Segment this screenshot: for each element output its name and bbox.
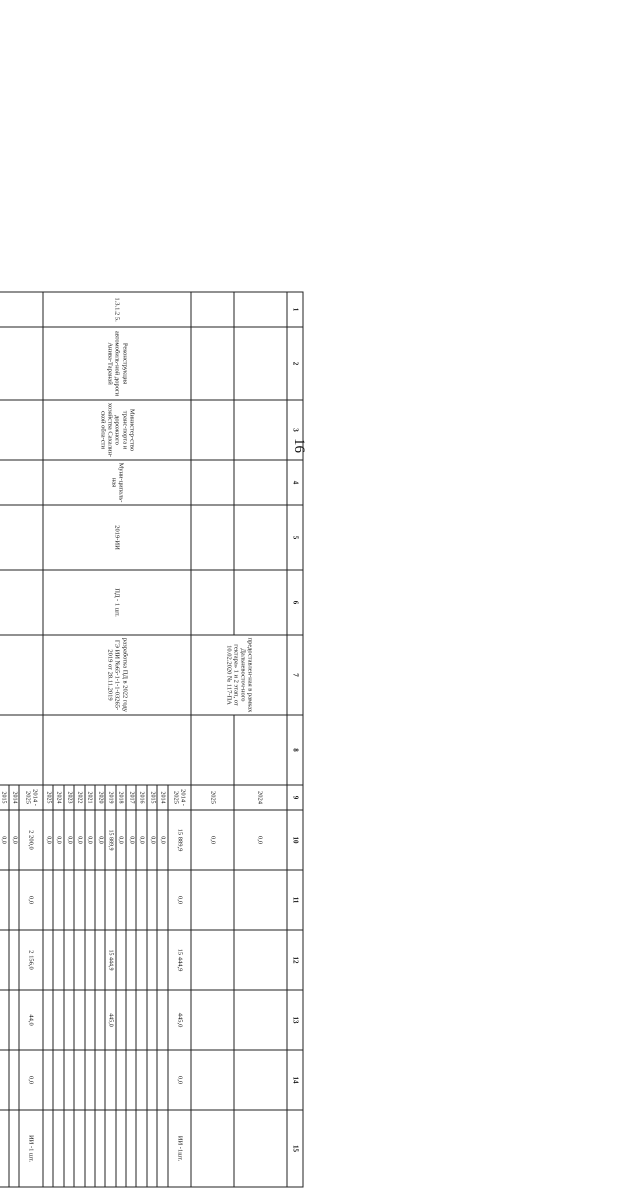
year-cell: 2024 xyxy=(53,785,63,810)
empty-cell xyxy=(53,1110,63,1187)
empty-cell xyxy=(64,990,74,1050)
empty-cell xyxy=(234,990,287,1050)
total-value-cell: 44,0 xyxy=(19,990,43,1050)
empty-cell xyxy=(43,1050,53,1110)
amount-cell: 0,0 xyxy=(234,810,287,870)
empty-cell xyxy=(157,870,167,930)
amount-cell: 0,0 xyxy=(85,810,95,870)
empty-cell xyxy=(126,930,136,990)
column-number-header: 12 xyxy=(287,930,303,990)
period-cell: 2014 - 2025 xyxy=(168,785,192,810)
year-cell: 2020 xyxy=(95,785,105,810)
empty-cell xyxy=(0,1050,9,1110)
empty-cell xyxy=(43,990,53,1050)
amount-cell: 15 889,9 xyxy=(105,810,115,870)
empty-cell xyxy=(0,715,43,785)
empty-cell xyxy=(0,990,9,1050)
empty-cell xyxy=(0,930,9,990)
value-cell: 445,0 xyxy=(105,990,115,1050)
empty-cell xyxy=(0,1110,9,1187)
total-value-cell: 2 200,0 xyxy=(19,810,43,870)
empty-cell xyxy=(85,1110,95,1187)
empty-cell xyxy=(126,1050,136,1110)
empty-cell xyxy=(126,990,136,1050)
column-number-header: 8 xyxy=(287,715,303,785)
empty-cell xyxy=(234,570,287,635)
empty-cell xyxy=(43,1110,53,1187)
empty-cell xyxy=(126,1110,136,1187)
empty-cell xyxy=(9,1110,19,1187)
empty-cell xyxy=(147,990,157,1050)
year-cell: 2022 xyxy=(74,785,84,810)
empty-cell xyxy=(147,1050,157,1110)
empty-cell xyxy=(53,1050,63,1110)
empty-cell xyxy=(116,990,126,1050)
amount-cell: 0,0 xyxy=(191,810,233,870)
table-container xyxy=(0,292,304,1163)
table-row xyxy=(191,292,233,1187)
empty-cell xyxy=(64,1110,74,1187)
project-customer xyxy=(0,400,43,460)
amount-cell: 0,0 xyxy=(74,810,84,870)
empty-cell xyxy=(105,1110,115,1187)
amount-cell: 0,0 xyxy=(53,810,63,870)
table-row xyxy=(168,292,192,1187)
empty-cell xyxy=(191,292,233,327)
year-cell: 2024 xyxy=(234,785,287,810)
project-period xyxy=(0,505,43,570)
year-cell: 2025 xyxy=(43,785,53,810)
empty-cell xyxy=(136,1110,146,1187)
column-number-header: 14 xyxy=(287,1050,303,1110)
empty-cell xyxy=(95,1050,105,1110)
table-row xyxy=(19,292,43,1187)
year-cell: 2023 xyxy=(64,785,74,810)
empty-cell xyxy=(64,870,74,930)
total-value-cell: 0,0 xyxy=(19,870,43,930)
amount-cell: 0,0 xyxy=(43,810,53,870)
total-value-cell: 0,0 xyxy=(168,1050,192,1110)
total-value-cell: 15 444,9 xyxy=(168,930,192,990)
empty-cell xyxy=(9,1050,19,1110)
total-value-cell: ИИ -1 шт. xyxy=(19,1110,43,1187)
empty-cell xyxy=(74,930,84,990)
year-cell: 2017 xyxy=(126,785,136,810)
empty-cell xyxy=(234,930,287,990)
column-number-header: 4 xyxy=(287,460,303,505)
empty-cell xyxy=(74,1110,84,1187)
empty-cell xyxy=(105,1050,115,1110)
column-number-header: 13 xyxy=(287,990,303,1050)
total-value-cell: ИИ -1шт. xyxy=(168,1110,192,1187)
investment-table xyxy=(0,292,304,1188)
empty-cell xyxy=(9,870,19,930)
project-capacity: ПД - 1 шт. xyxy=(43,570,191,635)
empty-cell xyxy=(74,990,84,1050)
empty-cell xyxy=(157,990,167,1050)
column-number-header: 7 xyxy=(287,635,303,715)
empty-cell xyxy=(43,930,53,990)
empty-cell xyxy=(234,292,287,327)
empty-cell xyxy=(147,930,157,990)
empty-cell xyxy=(234,715,287,785)
empty-cell xyxy=(191,1050,233,1110)
total-value-cell: 15 889,9 xyxy=(168,810,192,870)
year-cell: 2014 xyxy=(157,785,167,810)
empty-cell xyxy=(234,1110,287,1187)
empty-cell xyxy=(74,870,84,930)
empty-cell xyxy=(43,870,53,930)
column-number-header: 10 xyxy=(287,810,303,870)
total-value-cell: 2 156,0 xyxy=(19,930,43,990)
empty-cell xyxy=(9,930,19,990)
empty-cell xyxy=(85,990,95,1050)
amount-cell: 0,0 xyxy=(157,810,167,870)
column-number-header: 5 xyxy=(287,505,303,570)
amount-cell: 0,0 xyxy=(126,810,136,870)
project-status: разработка ПД в 2022 году ГЭ ИИ №65-1-1-1-03265-2019 от 28.11.2019 xyxy=(43,635,191,715)
empty-cell xyxy=(95,990,105,1050)
column-number-row xyxy=(287,292,303,1187)
empty-cell xyxy=(157,930,167,990)
empty-cell xyxy=(95,930,105,990)
empty-cell xyxy=(105,870,115,930)
empty-cell xyxy=(234,460,287,505)
project-number xyxy=(0,292,43,327)
empty-cell xyxy=(116,1110,126,1187)
empty-cell xyxy=(74,1050,84,1110)
empty-cell xyxy=(95,870,105,930)
value-cell: 15 444,9 xyxy=(105,930,115,990)
project-number: 1.3.1.2 5. xyxy=(43,292,191,327)
column-number-header: 2 xyxy=(287,327,303,400)
continuation-status: предоставлен-ная в рамках Дальневосточ-ного гектара» 1 и 2 этап, от 10.02.2020 № 117-ПА xyxy=(191,635,287,715)
empty-cell xyxy=(116,1050,126,1110)
project-capacity xyxy=(0,570,43,635)
amount-cell: 0,0 xyxy=(64,810,74,870)
year-cell: 2021 xyxy=(85,785,95,810)
empty-cell xyxy=(85,1050,95,1110)
empty-cell xyxy=(136,930,146,990)
table-row xyxy=(234,292,287,1187)
empty-cell xyxy=(157,1110,167,1187)
empty-cell xyxy=(234,1050,287,1110)
empty-cell xyxy=(85,870,95,930)
column-number-header: 11 xyxy=(287,870,303,930)
column-number-header: 1 xyxy=(287,292,303,327)
empty-cell xyxy=(191,715,233,785)
empty-cell xyxy=(191,930,233,990)
empty-cell xyxy=(136,990,146,1050)
empty-cell xyxy=(0,870,9,930)
project-ownership: Муни-ципаль-ная xyxy=(43,460,191,505)
empty-cell xyxy=(147,1110,157,1187)
year-cell: 2015 xyxy=(0,785,9,810)
amount-cell: 0,0 xyxy=(0,810,9,870)
empty-cell xyxy=(191,570,233,635)
empty-cell xyxy=(126,870,136,930)
year-cell: 2016 xyxy=(136,785,146,810)
total-value-cell: 0,0 xyxy=(168,870,192,930)
year-cell: 2015 xyxy=(147,785,157,810)
amount-cell: 0,0 xyxy=(147,810,157,870)
amount-cell: 0,0 xyxy=(95,810,105,870)
empty-cell xyxy=(43,715,191,785)
project-name xyxy=(0,327,43,400)
empty-cell xyxy=(191,870,233,930)
total-value-cell: 445,0 xyxy=(168,990,192,1050)
empty-cell xyxy=(53,990,63,1050)
empty-cell xyxy=(136,870,146,930)
column-number-header: 9 xyxy=(287,785,303,810)
empty-cell xyxy=(136,1050,146,1110)
year-cell: 2025 xyxy=(191,785,233,810)
empty-cell xyxy=(64,930,74,990)
empty-cell xyxy=(191,990,233,1050)
empty-cell xyxy=(234,327,287,400)
project-ownership xyxy=(0,460,43,505)
amount-cell: 0,0 xyxy=(136,810,146,870)
year-cell: 2018 xyxy=(116,785,126,810)
year-cell: 2014 xyxy=(9,785,19,810)
period-cell: 2014 - 2025 xyxy=(19,785,43,810)
empty-cell xyxy=(191,327,233,400)
empty-cell xyxy=(191,400,233,460)
amount-cell: 0,0 xyxy=(116,810,126,870)
empty-cell xyxy=(9,990,19,1050)
column-number-header: 6 xyxy=(287,570,303,635)
empty-cell xyxy=(64,1050,74,1110)
empty-cell xyxy=(191,460,233,505)
empty-cell xyxy=(116,870,126,930)
year-cell: 2019 xyxy=(105,785,115,810)
empty-cell xyxy=(147,870,157,930)
empty-cell xyxy=(95,1110,105,1187)
empty-cell xyxy=(234,400,287,460)
project-name: Реконструкция автомобиль-ной дороги Анива-Таранай xyxy=(43,327,191,400)
empty-cell xyxy=(191,505,233,570)
amount-cell: 0,0 xyxy=(9,810,19,870)
total-value-cell: 0,0 xyxy=(19,1050,43,1110)
empty-cell xyxy=(85,930,95,990)
column-number-header: 3 xyxy=(287,400,303,460)
project-period: 2019-ИИ xyxy=(43,505,191,570)
empty-cell xyxy=(53,870,63,930)
empty-cell xyxy=(157,1050,167,1110)
empty-cell xyxy=(234,870,287,930)
empty-cell xyxy=(116,930,126,990)
page-number: 16 xyxy=(291,438,307,453)
empty-cell xyxy=(234,505,287,570)
project-customer: Министер-ство транс-порта и дорожного хозяйства Сахалин-ской обла-сти xyxy=(43,400,191,460)
empty-cell xyxy=(191,1110,233,1187)
empty-cell xyxy=(53,930,63,990)
project-status xyxy=(0,635,43,715)
column-number-header: 15 xyxy=(287,1110,303,1187)
